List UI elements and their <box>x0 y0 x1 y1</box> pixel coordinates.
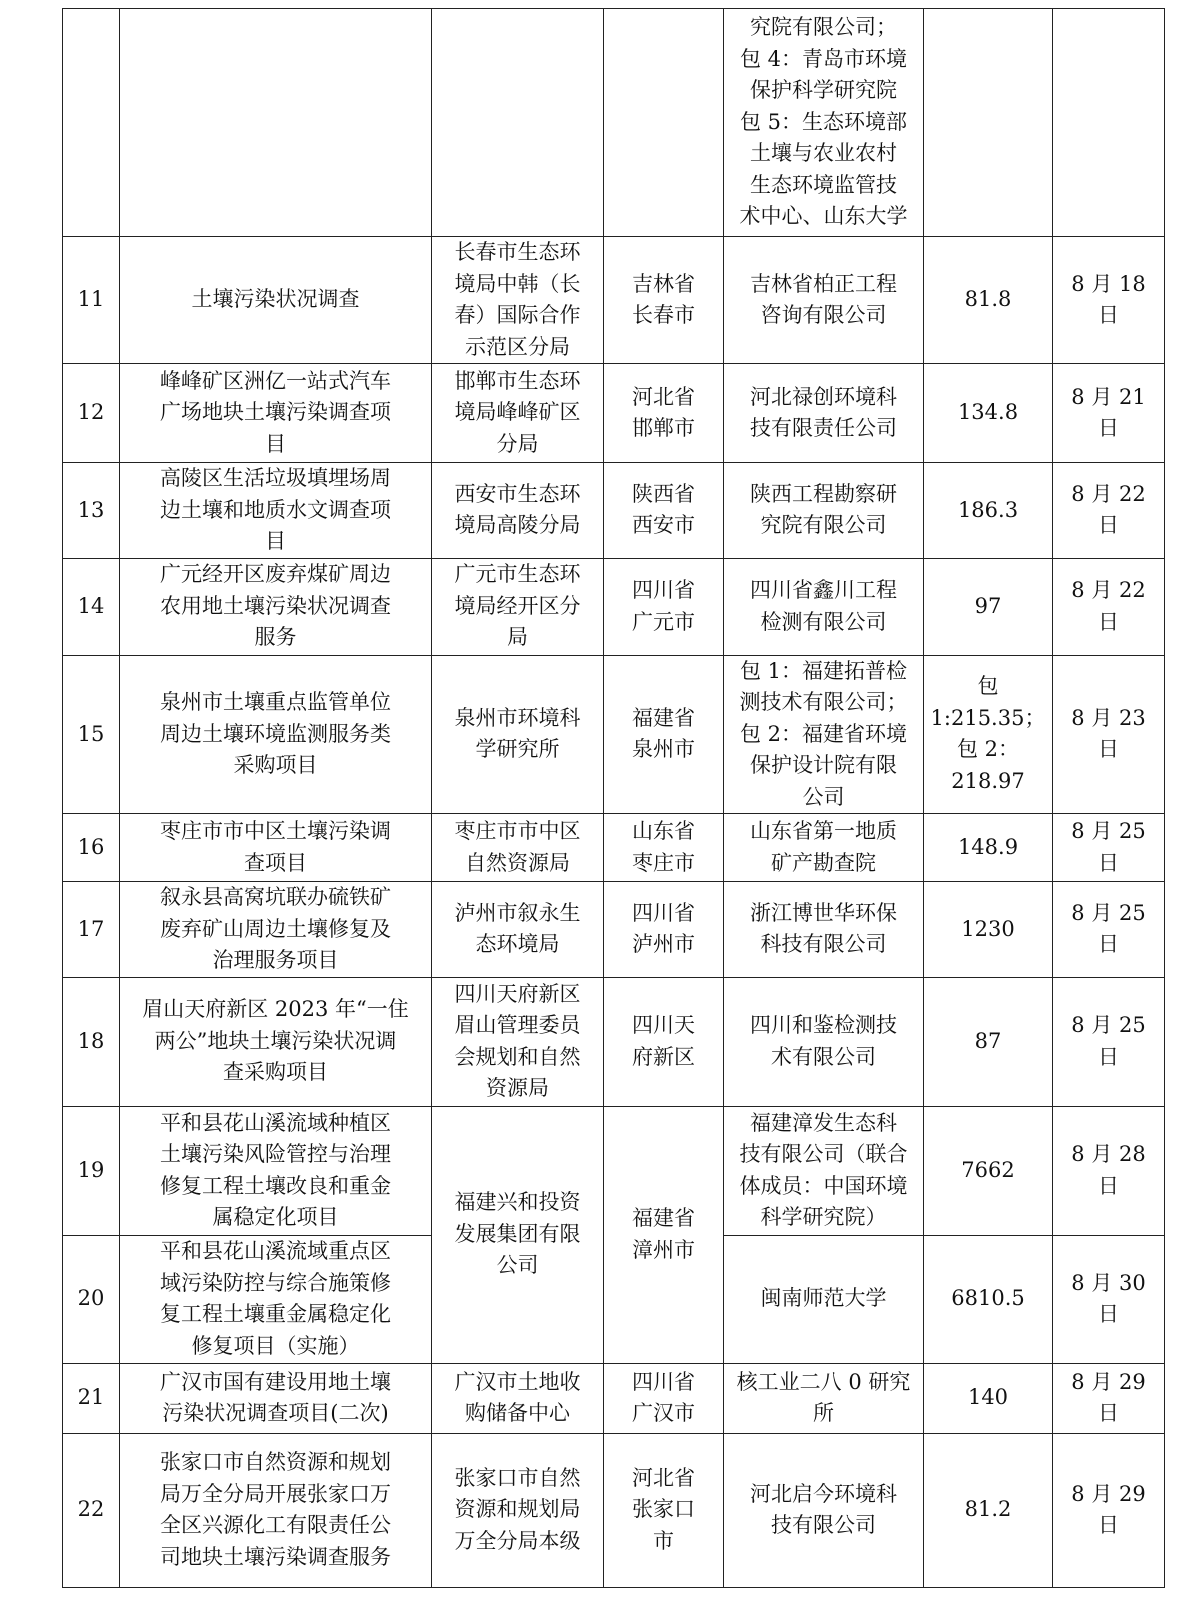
date: 8 月 25 日 <box>1053 977 1165 1106</box>
project-name <box>120 9 432 237</box>
region: 福建省 漳州市 <box>604 1106 724 1363</box>
procurement-table <box>62 8 1165 1588</box>
purchaser: 泉州市环境科 学研究所 <box>432 655 604 814</box>
region: 四川天 府新区 <box>604 977 724 1106</box>
project-name: 眉山天府新区 2023 年“一住 两公”地块土壤污染状况调 查采购项目 <box>120 977 432 1106</box>
purchaser: 泸州市叙永生 态环境局 <box>432 882 604 978</box>
purchaser: 四川天府新区 眉山管理委员 会规划和自然 资源局 <box>432 977 604 1106</box>
amount: 148.9 <box>924 814 1053 882</box>
winning-bidder: 山东省第一地质 矿产勘查院 <box>724 814 924 882</box>
amount: 7662 <box>924 1106 1053 1235</box>
table-row <box>63 655 1165 814</box>
winning-bidder: 吉林省柏正工程 咨询有限公司 <box>724 237 924 364</box>
amount: 140 <box>924 1363 1053 1433</box>
winning-bidder: 河北禄创环境科 技有限责任公司 <box>724 364 924 463</box>
winning-bidder: 四川省鑫川工程 检测有限公司 <box>724 558 924 655</box>
table-row <box>63 364 1165 463</box>
project-name: 广元经开区废弃煤矿周边 农用地土壤污染状况调查 服务 <box>120 558 432 655</box>
amount: 134.8 <box>924 364 1053 463</box>
purchaser: 广元市生态环 境局经开区分 局 <box>432 558 604 655</box>
amount: 6810.5 <box>924 1235 1053 1363</box>
table-row <box>63 558 1165 655</box>
row-number: 12 <box>63 364 120 463</box>
date: 8 月 21 日 <box>1053 364 1165 463</box>
table-row <box>63 814 1165 882</box>
project-name: 高陵区生活垃圾填埋场周 边土壤和地质水文调查项 目 <box>120 463 432 559</box>
date: 8 月 28 日 <box>1053 1106 1165 1235</box>
date: 8 月 18 日 <box>1053 237 1165 364</box>
winning-bidder: 福建漳发生态科 技有限公司（联合 体成员：中国环境 科学研究院） <box>724 1106 924 1235</box>
amount: 87 <box>924 977 1053 1106</box>
purchaser: 邯郸市生态环 境局峰峰矿区 分局 <box>432 364 604 463</box>
date: 8 月 30 日 <box>1053 1235 1165 1363</box>
table-row <box>63 882 1165 978</box>
region: 吉林省 长春市 <box>604 237 724 364</box>
table-row <box>63 237 1165 364</box>
table-row <box>63 977 1165 1106</box>
table-row <box>63 463 1165 559</box>
region: 河北省 张家口 市 <box>604 1433 724 1587</box>
date: 8 月 29 日 <box>1053 1433 1165 1587</box>
region: 四川省 泸州市 <box>604 882 724 978</box>
date: 8 月 22 日 <box>1053 558 1165 655</box>
project-name: 泉州市土壤重点监管单位 周边土壤环境监测服务类 采购项目 <box>120 655 432 814</box>
date: 8 月 29 日 <box>1053 1363 1165 1433</box>
purchaser: 长春市生态环 境局中韩（长 春）国际合作 示范区分局 <box>432 237 604 364</box>
project-name: 平和县花山溪流域重点区 域污染防控与综合施策修 复工程土壤重金属稳定化 修复项目（实施） <box>120 1235 432 1363</box>
amount: 81.8 <box>924 237 1053 364</box>
date: 8 月 25 日 <box>1053 882 1165 978</box>
row-number: 14 <box>63 558 120 655</box>
row-number: 22 <box>63 1433 120 1587</box>
amount: 186.3 <box>924 463 1053 559</box>
amount <box>924 9 1053 237</box>
date: 8 月 22 日 <box>1053 463 1165 559</box>
project-name: 广汉市国有建设用地土壤 污染状况调查项目(二次) <box>120 1363 432 1433</box>
region: 陕西省 西安市 <box>604 463 724 559</box>
amount: 包 1:215.35； 包 2：218.97 <box>924 655 1053 814</box>
region <box>604 9 724 237</box>
amount: 1230 <box>924 882 1053 978</box>
row-number: 17 <box>63 882 120 978</box>
project-name: 平和县花山溪流域种植区 土壤污染风险管控与治理 修复工程土壤改良和重金 属稳定化项目 <box>120 1106 432 1235</box>
region: 四川省 广汉市 <box>604 1363 724 1433</box>
region: 河北省 邯郸市 <box>604 364 724 463</box>
amount: 97 <box>924 558 1053 655</box>
date <box>1053 9 1165 237</box>
project-name: 峰峰矿区洲亿一站式汽车 广场地块土壤污染调查项 目 <box>120 364 432 463</box>
winning-bidder: 包 1：福建拓普检 测技术有限公司； 包 2：福建省环境 保护设计院有限 公司 <box>724 655 924 814</box>
winning-bidder: 核工业二八 0 研究 所 <box>724 1363 924 1433</box>
purchaser: 张家口市自然 资源和规划局 万全分局本级 <box>432 1433 604 1587</box>
row-number: 16 <box>63 814 120 882</box>
row-number: 18 <box>63 977 120 1106</box>
winning-bidder: 河北启今环境科 技有限公司 <box>724 1433 924 1587</box>
project-name: 土壤污染状况调查 <box>120 237 432 364</box>
date: 8 月 25 日 <box>1053 814 1165 882</box>
region: 四川省 广元市 <box>604 558 724 655</box>
winning-bidder: 四川和鉴检测技 术有限公司 <box>724 977 924 1106</box>
row-number: 15 <box>63 655 120 814</box>
project-name: 叙永县高窝坑联办硫铁矿 废弃矿山周边土壤修复及 治理服务项目 <box>120 882 432 978</box>
project-name: 枣庄市市中区土壤污染调 查项目 <box>120 814 432 882</box>
purchaser: 枣庄市市中区 自然资源局 <box>432 814 604 882</box>
purchaser: 广汉市土地收 购储备中心 <box>432 1363 604 1433</box>
purchaser: 福建兴和投资 发展集团有限 公司 <box>432 1106 604 1363</box>
purchaser <box>432 9 604 237</box>
table-row <box>63 1433 1165 1587</box>
region: 福建省 泉州市 <box>604 655 724 814</box>
row-number: 21 <box>63 1363 120 1433</box>
region: 山东省 枣庄市 <box>604 814 724 882</box>
amount: 81.2 <box>924 1433 1053 1587</box>
row-number: 13 <box>63 463 120 559</box>
row-number <box>63 9 120 237</box>
table-row <box>63 9 1165 237</box>
project-name: 张家口市自然资源和规划 局万全分局开展张家口万 全区兴源化工有限责任公 司地块土壤污染调查服务 <box>120 1433 432 1587</box>
table-row <box>63 1106 1165 1235</box>
date: 8 月 23 日 <box>1053 655 1165 814</box>
table-row <box>63 1363 1165 1433</box>
row-number: 11 <box>63 237 120 364</box>
row-number: 19 <box>63 1106 120 1235</box>
row-number: 20 <box>63 1235 120 1363</box>
winning-bidder: 究院有限公司； 包 4：青岛市环境 保护科学研究院 包 5：生态环境部 土壤与农业农村 生态环境监管技 术中心、山东大学 <box>724 9 924 237</box>
winning-bidder: 陕西工程勘察研 究院有限公司 <box>724 463 924 559</box>
winning-bidder: 闽南师范大学 <box>724 1235 924 1363</box>
winning-bidder: 浙江博世华环保 科技有限公司 <box>724 882 924 978</box>
purchaser: 西安市生态环 境局高陵分局 <box>432 463 604 559</box>
